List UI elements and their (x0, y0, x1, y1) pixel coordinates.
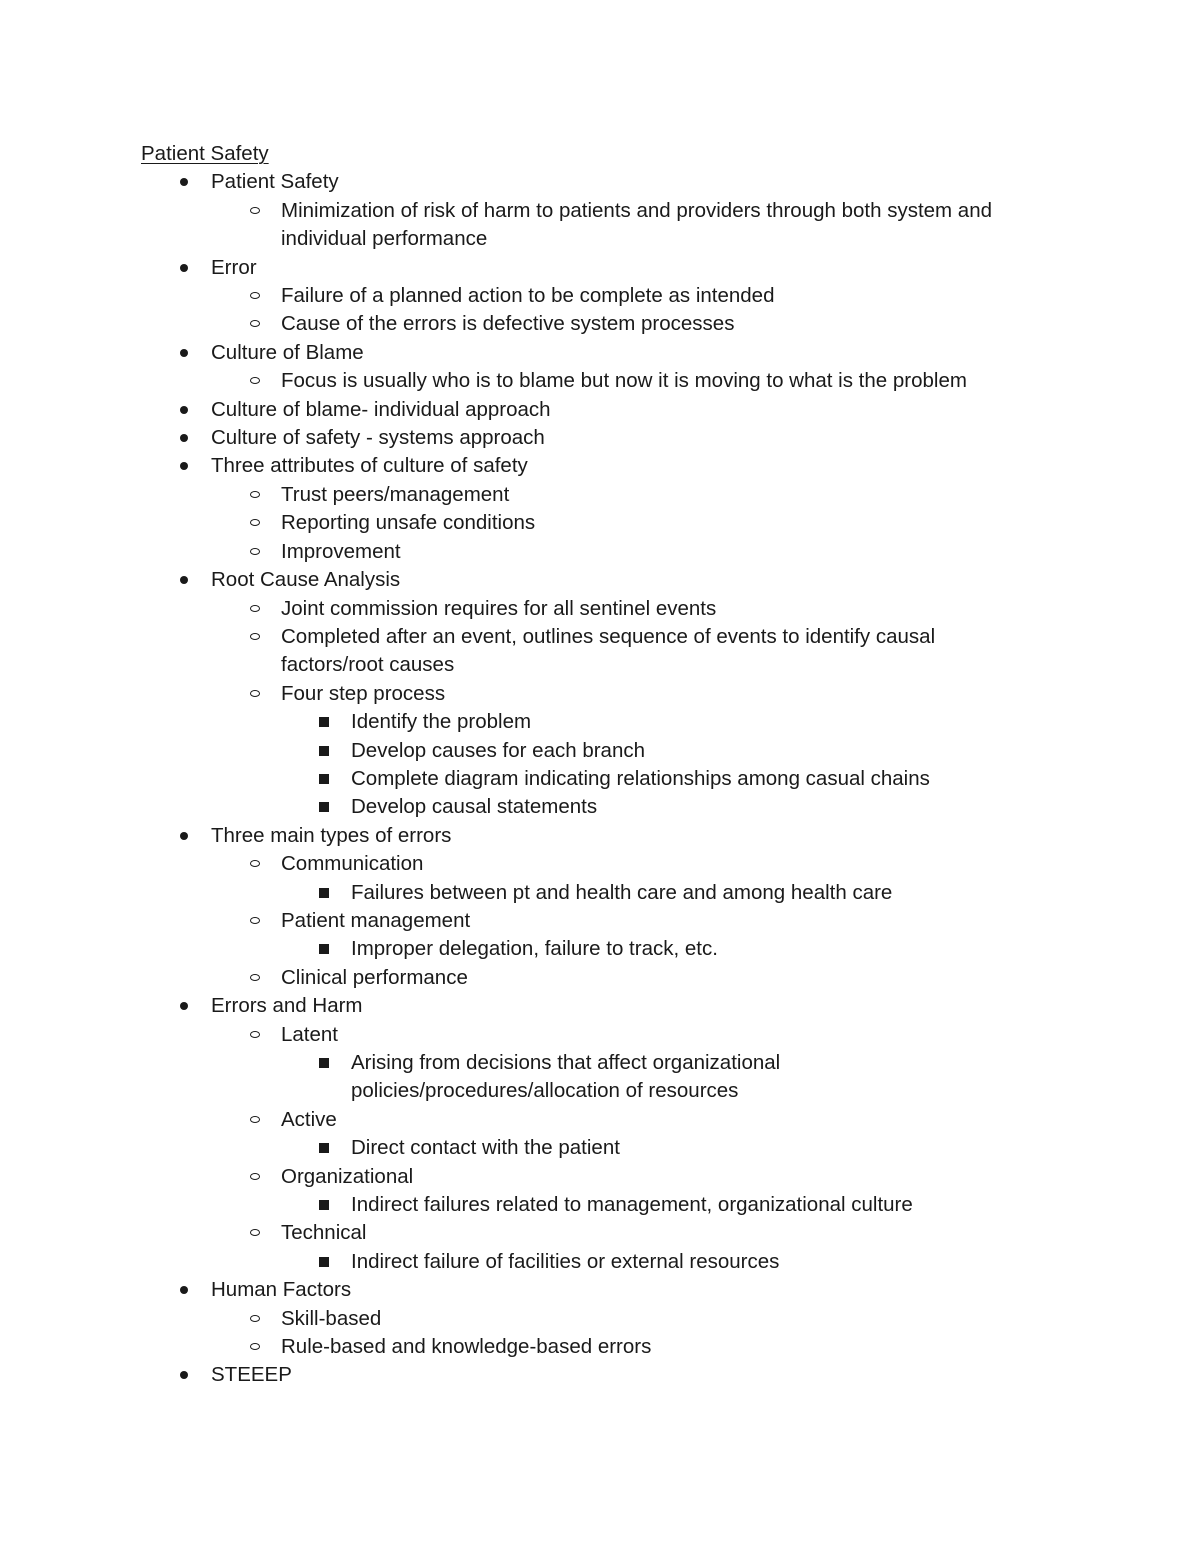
bullet-filled-circle-icon (180, 264, 188, 272)
list-item (211, 481, 1041, 509)
bullet-hollow-circle-icon (250, 377, 260, 384)
bullet-filled-circle-icon (180, 462, 188, 470)
bullet-filled-circle-icon (180, 434, 188, 442)
list-item-text: Human Factors (211, 1278, 352, 1302)
list-item-text: Communication (281, 852, 424, 876)
list-item (281, 1191, 1041, 1219)
bullet-hollow-circle-icon (250, 605, 260, 612)
sub-list (211, 1021, 1041, 1277)
bullet-square-icon (319, 944, 329, 954)
list-item-text: Patient Safety (211, 170, 339, 194)
bullet-filled-circle-icon (180, 576, 188, 584)
list-item (281, 708, 1041, 736)
list-item (281, 765, 1041, 793)
list-item (211, 1021, 1041, 1106)
bullet-square-icon (319, 774, 329, 784)
sub-list (211, 1305, 1041, 1362)
list-item (141, 254, 1041, 339)
bullet-square-icon (319, 1058, 329, 1068)
bullet-hollow-circle-icon (250, 1173, 260, 1180)
list-item (211, 197, 1041, 254)
bullet-hollow-circle-icon (250, 690, 260, 697)
bullet-hollow-circle-icon (250, 1116, 260, 1123)
list-item (141, 424, 1041, 452)
list-item-text: Develop causal statements (351, 795, 598, 819)
bullet-square-icon (319, 802, 329, 812)
bullet-filled-circle-icon (180, 1371, 188, 1379)
bullet-hollow-circle-icon (250, 292, 260, 299)
bullet-hollow-circle-icon (250, 1343, 260, 1350)
list-item (141, 168, 1041, 253)
list-item-text: Cause of the errors is defective system processes (281, 312, 735, 336)
list-item (281, 1049, 1041, 1106)
list-item (141, 1361, 1041, 1389)
bullet-filled-circle-icon (180, 349, 188, 357)
list-item-text: Completed after an event, outlines sequence of events to identify causal factors/root causes (281, 624, 936, 677)
list-item-text: Culture of blame- individual approach (211, 397, 551, 421)
bullet-square-icon (319, 1143, 329, 1153)
bullet-hollow-circle-icon (250, 207, 260, 214)
list-item-text: Culture of safety - systems approach (211, 426, 545, 450)
list-item-text: Trust peers/management (281, 482, 510, 506)
list-item (211, 282, 1041, 310)
list-item (211, 623, 1041, 680)
bullet-hollow-circle-icon (250, 519, 260, 526)
list-item (281, 737, 1041, 765)
bullet-square-icon (319, 746, 329, 756)
list-item (281, 879, 1041, 907)
list-item (211, 310, 1041, 338)
list-item-text: Joint commission requires for all sentinel events (281, 596, 717, 620)
list-item-text: Reporting unsafe conditions (281, 511, 536, 535)
sub-list (211, 595, 1041, 822)
bullet-hollow-circle-icon (250, 974, 260, 981)
list-item-text: Root Cause Analysis (211, 568, 401, 592)
document-title: Patient Safety (141, 142, 269, 165)
list-item-text: Three main types of errors (211, 823, 452, 847)
list-item (141, 566, 1041, 822)
list-item (281, 1134, 1041, 1162)
sub-sub-list (281, 708, 1041, 822)
list-item-text: Clinical performance (281, 965, 468, 989)
list-item-text: Improvement (281, 539, 401, 563)
outline-list (141, 168, 1041, 1389)
document-body (141, 140, 1041, 1390)
bullet-hollow-circle-icon (250, 320, 260, 327)
list-item-text: Indirect failures related to management, organizational culture (351, 1193, 913, 1217)
list-item-text: Arising from decisions that affect organizational policies/procedures/allocation of resources (351, 1051, 781, 1103)
sub-sub-list (281, 1191, 1041, 1219)
list-item (211, 1163, 1041, 1220)
list-item-text: Culture of Blame (211, 340, 364, 364)
sub-list (211, 367, 1041, 395)
list-item (211, 509, 1041, 537)
list-item-text: Error (211, 255, 257, 279)
list-item (211, 1333, 1041, 1361)
list-item (211, 367, 1041, 395)
bullet-hollow-circle-icon (250, 491, 260, 498)
bullet-hollow-circle-icon (250, 1031, 260, 1038)
sub-list (211, 197, 1041, 254)
list-item-text: Develop causes for each branch (351, 738, 646, 762)
list-item-text: Four step process (281, 681, 446, 705)
list-item-text: Technical (281, 1221, 367, 1245)
bullet-filled-circle-icon (180, 1286, 188, 1294)
list-item-text: Identify the problem (351, 710, 532, 734)
sub-sub-list (281, 935, 1041, 963)
sub-list (211, 850, 1041, 992)
bullet-hollow-circle-icon (250, 1229, 260, 1236)
list-item (211, 1106, 1041, 1163)
list-item (281, 793, 1041, 821)
list-item (211, 538, 1041, 566)
bullet-square-icon (319, 717, 329, 727)
sub-sub-list (281, 879, 1041, 907)
bullet-filled-circle-icon (180, 832, 188, 840)
list-item (141, 339, 1041, 396)
bullet-hollow-circle-icon (250, 917, 260, 924)
list-item (211, 964, 1041, 992)
bullet-filled-circle-icon (180, 178, 188, 186)
sub-list (211, 282, 1041, 339)
bullet-hollow-circle-icon (250, 1315, 260, 1322)
bullet-hollow-circle-icon (250, 633, 260, 640)
list-item-text: Failure of a planned action to be complete as intended (281, 284, 775, 308)
sub-sub-list (281, 1134, 1041, 1162)
list-item-text: Three attributes of culture of safety (211, 454, 528, 478)
sub-sub-list (281, 1049, 1041, 1106)
bullet-square-icon (319, 888, 329, 898)
list-item (211, 1219, 1041, 1276)
list-item-text: Complete diagram indicating relationships among casual chains (351, 766, 930, 790)
list-item-text: Minimization of risk of harm to patients and providers through both system and individual performance (281, 198, 993, 251)
list-item-text: Errors and Harm (211, 994, 363, 1018)
list-item-text: Failures between pt and health care and among health care (351, 880, 893, 904)
sub-list (211, 481, 1041, 566)
list-item (211, 907, 1041, 964)
bullet-filled-circle-icon (180, 406, 188, 414)
list-item (211, 1305, 1041, 1333)
list-item-text: Active (281, 1107, 337, 1131)
list-item (281, 935, 1041, 963)
list-item (141, 396, 1041, 424)
list-item (141, 992, 1041, 1276)
bullet-hollow-circle-icon (250, 548, 260, 555)
list-item-text: STEEEP (211, 1363, 292, 1387)
list-item-text: Rule-based and knowledge-based errors (281, 1335, 652, 1359)
list-item (141, 822, 1041, 992)
bullet-square-icon (319, 1257, 329, 1267)
list-item (211, 850, 1041, 907)
list-item-text: Patient management (281, 908, 471, 932)
list-item-text: Direct contact with the patient (351, 1136, 620, 1160)
list-item (141, 1276, 1041, 1361)
list-item-text: Indirect failure of facilities or external resources (351, 1249, 780, 1273)
bullet-filled-circle-icon (180, 1002, 188, 1010)
list-item (211, 595, 1041, 623)
list-item-text: Skill-based (281, 1306, 382, 1330)
list-item-text: Improper delegation, failure to track, etc. (351, 937, 718, 961)
bullet-hollow-circle-icon (250, 860, 260, 867)
list-item (211, 680, 1041, 822)
list-item (141, 452, 1041, 566)
sub-sub-list (281, 1248, 1041, 1276)
list-item-text: Organizational (281, 1164, 414, 1188)
bullet-square-icon (319, 1200, 329, 1210)
list-item-text: Focus is usually who is to blame but now it is moving to what is the problem (281, 369, 967, 393)
list-item-text: Latent (281, 1022, 338, 1046)
list-item (281, 1248, 1041, 1276)
